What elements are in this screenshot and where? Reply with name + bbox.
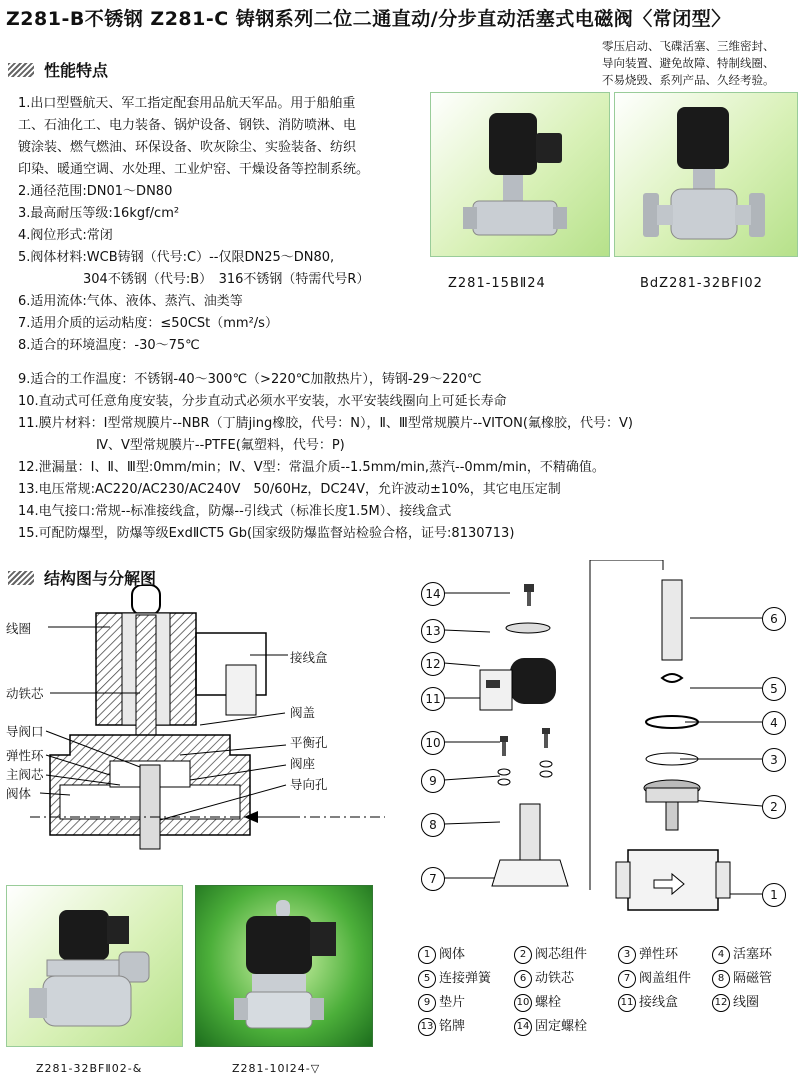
feature-line: 6.适用流体:气体、液体、蒸汽、油类等 [18,294,243,309]
product-photo-4 [195,885,373,1047]
feature-line: Ⅳ、Ⅴ型常规膜片--PTFE(氟塑料，代号：P) [18,438,345,453]
part-number: 8 [421,813,445,837]
features-heading [8,58,108,81]
legend-item: 14 固定螺栓 [514,1015,618,1036]
part-number: 12 [421,652,445,676]
legend-item: 6 动铁芯 [514,967,618,988]
feature-line: 10.直动式可任意角度安装，分步直动式必须水平安装，水平安装线圈向上可延长寿命 [18,394,507,409]
part-number: 7 [421,867,445,891]
product-caption-3: Z281-32BFⅡ02-& [36,1062,143,1075]
feature-line: 9.适合的工作温度：不锈钢-40～300℃（>220℃加散热片），铸钢-29～220℃ [18,372,482,387]
legend-item: 2 阀芯组件 [514,943,618,964]
feature-line: 工、石油化工、电力装备、锅炉设备、钢铁、消防喷淋、电 [18,118,357,133]
part-number: 14 [421,582,445,606]
feature-line: 5.阀体材料:WCB铸钢（代号:C）--仅限DN25～DN80, [18,250,335,265]
legend-item: 4 活塞环 [712,943,796,964]
label-valve-body: 阀体 [6,786,32,801]
label-junction-box: 接线盒 [290,650,328,665]
feature-line: 304不锈钢（代号:B） 316不锈钢（特需代号R） [18,272,370,287]
part-number: 9 [421,769,445,793]
tagline-line: 零压启动、飞碟活塞、三维密封、 [602,39,775,53]
cross-section-diagram [0,585,400,875]
feature-line: 11.膜片材料：Ⅰ型常规膜片--NBR（丁腈jing橡胶，代号：N），Ⅱ、Ⅲ型常规膜片--VITON(氟橡胶，代号：V) [18,416,633,431]
valve-illustration-4 [196,886,372,1046]
label-valve-seat: 阀座 [290,756,316,771]
legend-item: 3 弹性环 [618,943,712,964]
part-number: 10 [421,731,445,755]
legend-item: 7 阀盖组件 [618,967,712,988]
product-caption-2: BdZ281-32BFⅠ02 [640,276,763,291]
feature-line: 2.通径范围:DN01～DN80 [18,184,173,199]
feature-line: 14.电气接口:常规--标准接线盒，防爆--引线式（标准长度1.5M）、接线盒式 [18,504,452,519]
feature-line: 8.适合的环境温度：-30～75℃ [18,338,200,353]
exploded-view-diagram [440,560,770,920]
valve-illustration-3 [7,886,182,1046]
legend-item: 1 阀体 [418,943,514,964]
legend-item: 5 连接弹簧 [418,967,514,988]
product-photo-1 [430,92,610,257]
feature-line: 7.适用介质的运动粘度：≤50CSt（mm²/s） [18,316,278,331]
structure-heading-text: 结构图与分解图 [44,569,157,588]
legend-item: 8 隔磁管 [712,967,796,988]
feature-line: 13.电压常规:AC220/AC230/AC240V 50/60Hz，DC24V，允许波动±10%，其它电压定制 [18,482,561,497]
part-number: 1 [762,883,786,907]
label-main-spool: 主阀芯 [6,767,44,782]
legend-item: 9 垫片 [418,991,514,1012]
legend-item: 12 线圈 [712,991,796,1012]
page-title: Z281-B不锈钢 Z281-C 铸钢系列二位二通直动/分步直动活塞式电磁阀〈常闭型〉 [6,8,731,30]
product-caption-4: Z281-10Ⅰ24-▽ [232,1062,321,1075]
valve-illustration-1 [431,93,609,256]
label-pilot-port: 导阀口 [6,724,44,739]
feature-line: 镀涂装、燃气燃油、环保设备、吹灰除尘、实验装备、纺织 [18,140,357,155]
feature-line: 12.泄漏量：Ⅰ、Ⅱ、Ⅲ型:0mm/min；Ⅳ、Ⅴ型：常温介质--1.5mm/min,蒸汽--0mm/min，不精确值。 [18,460,605,475]
valve-illustration-2 [615,93,797,256]
label-balance-hole: 平衡孔 [290,735,328,750]
legend-item: 11 接线盒 [618,991,712,1012]
product-photo-2 [614,92,798,257]
tagline-line: 导向装置、避免故障、特制线圈、 [602,56,775,70]
label-coil: 线圈 [6,621,32,636]
tagline [602,38,792,89]
section-marker-icon [8,63,34,77]
part-number: 5 [762,677,786,701]
features-heading-text: 性能特点 [44,61,109,80]
product-caption-1: Z281-15BⅡ24 [448,276,546,291]
part-number: 2 [762,795,786,819]
parts-legend [418,943,798,1039]
feature-line: 15.可配防爆型，防爆等级ExdⅡCT5 Gb(国家级防爆监督站检验合格，证号:8130713) [18,526,515,541]
section-marker-icon [8,571,34,585]
features-list [18,93,428,357]
part-number: 4 [762,711,786,735]
part-number: 13 [421,619,445,643]
part-number: 11 [421,687,445,711]
label-elastic-ring: 弹性环 [6,748,44,763]
label-guide-hole: 导向孔 [290,777,328,792]
feature-line: 1.出口型暨航天、军工指定配套用品航天军品。用于船舶重 [18,96,356,111]
tagline-line: 不易烧毁、系列产品、久经考验。 [602,73,775,87]
label-bonnet: 阀盖 [290,705,316,720]
product-photo-3 [6,885,183,1047]
label-moving-core: 动铁芯 [6,686,44,701]
feature-line: 3.最高耐压等级:16kgf/cm² [18,206,180,221]
part-number: 6 [762,607,786,631]
feature-line: 4.阀位形式:常闭 [18,228,113,243]
legend-item: 10 螺栓 [514,991,618,1012]
legend-item: 13 铭牌 [418,1015,514,1036]
part-number: 3 [762,748,786,772]
feature-line: 印染、暖通空调、水处理、工业炉窑、干燥设备等控制系统。 [18,162,370,177]
features-list-wide [18,369,788,545]
